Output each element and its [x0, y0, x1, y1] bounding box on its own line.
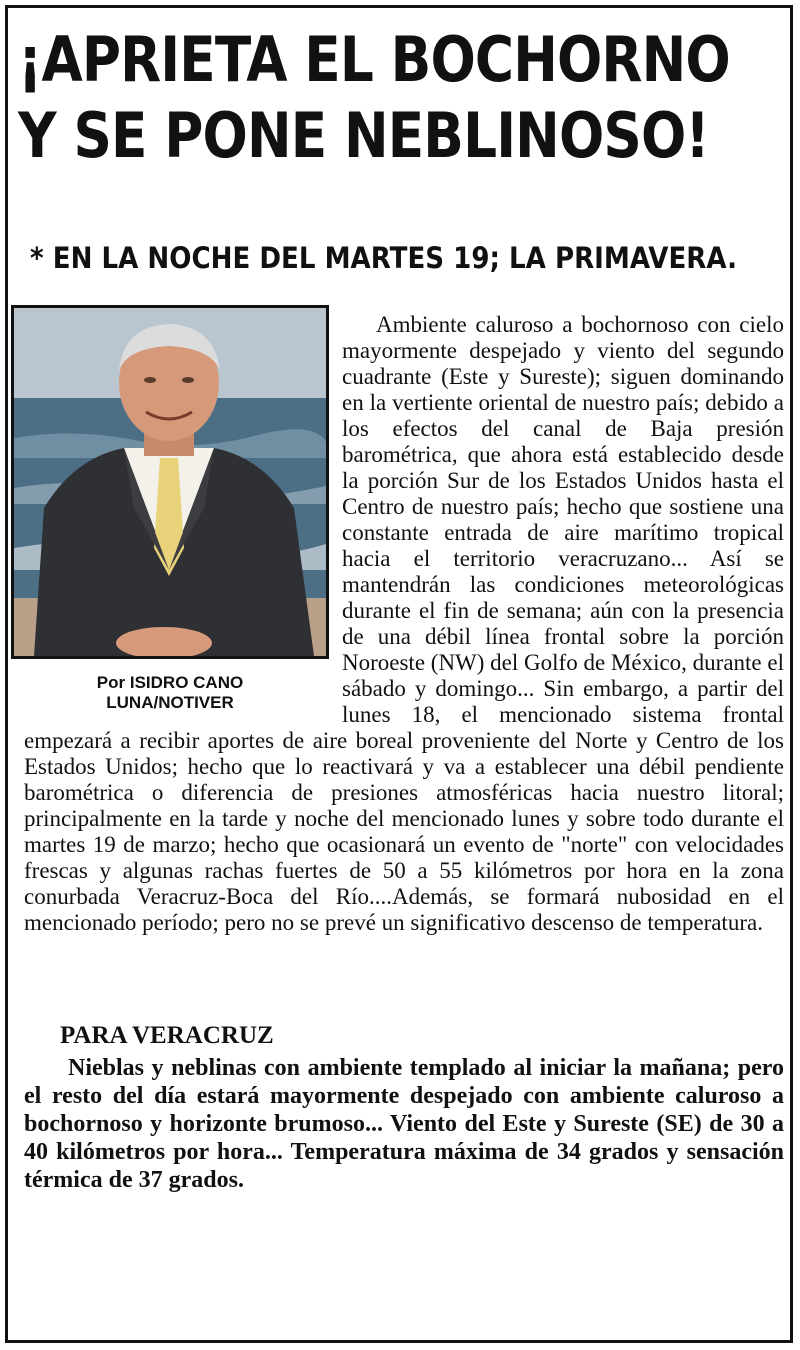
section-title: PARA VERACRUZ [60, 1022, 274, 1049]
photo-float-spacer [24, 312, 342, 717]
article-body [24, 312, 784, 936]
headline-line-1: ¡APRIETA EL BOCHORNO [18, 23, 730, 96]
byline-agency: LUNA/NOTIVER [106, 693, 234, 712]
section-text: Nieblas y neblinas con ambiente templado al iniciar la mañana; pero el resto del día estará mayormente despejado con ambiente caluroso a bochornoso y horizonte brumoso... Viento del Este y Sureste (SE) de 30 a 40 kilómetros por hora... Temperatura máxima de 34 grados y sensación térmica de 37 grados. [24, 1055, 784, 1193]
subheadline: * EN LA NOCHE DEL MARTES 19; LA PRIMAVERA. [30, 241, 738, 275]
byline-author: Por ISIDRO CANO [96, 673, 244, 692]
body-paragraph: Ambiente caluroso a bochornoso con cielo mayormente despejado y viento del segundo cuadrante (Este y Sureste); siguen dominando en la vertiente oriental de nuestro país; debido a los efectos del canal de Baja presión barométrica, que ahora está establecido desde la porción Sur de los Estados Unidos hasta el Centro de nuestro país; hecho que sostiene una constante entrada de aire marítimo tropical hacia el territorio veracruzano... Así se mantendrán las condiciones meteorológicas durante el fin de semana; aún con la presencia de una débil línea frontal sobre la porción Noroeste (NW) del Golfo de México, durante el sábado y domingo... Sin embargo, a partir del lunes 18, el mencionado sistema frontal empezará a recibir aportes de aire boreal proveniente del Norte y Centro de los Estados Unidos; hecho que lo reactivará y va a establecer una débil pendiente barométrica o diferencia de presiones atmosféricas hacia nuestro litoral; principalmente en la tarde y noche del mencionado lunes y sobre todo durante el martes 19 de marzo; hecho que ocasionará un evento de "norte" con velocidades frescas y algunas rachas fuertes de 50 a 55 kilómetros por hora en la zona conurbada Veracruz-Boca del Río....Además, se formará nubosidad en el mencionado período; pero no se prevé un significativo descenso de temperatura. [24, 312, 784, 935]
headline-line-2: Y SE PONE NEBLINOSO! [18, 99, 709, 172]
headline [18, 22, 730, 174]
